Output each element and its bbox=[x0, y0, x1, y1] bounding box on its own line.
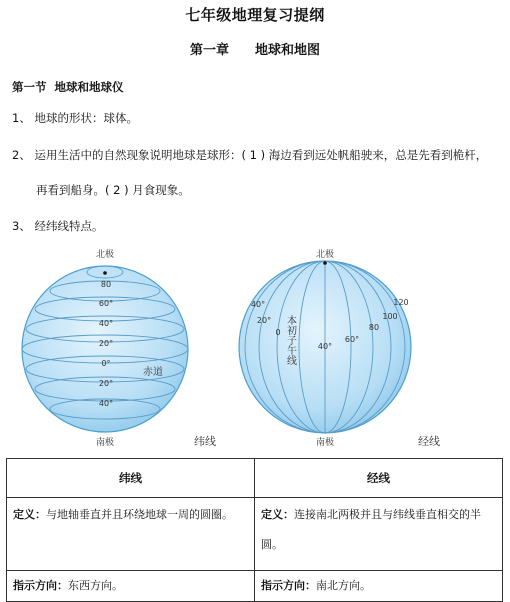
globe-figure-svg bbox=[0, 243, 510, 453]
lon-tick-7: 100 bbox=[382, 312, 398, 321]
lon-tick-8: 120 bbox=[393, 298, 409, 307]
parallel-direction-cell bbox=[7, 571, 255, 602]
point-2-line-1: 2、 运用生活中的自然现象说明地球是球形：( 1 ) 海边看到远处帆船驶来，总是先看到桅杆， bbox=[12, 148, 488, 162]
lat-tick-1: 80 bbox=[100, 280, 112, 289]
comparison-table bbox=[6, 458, 503, 602]
lat-tick-7: 40° bbox=[98, 399, 114, 408]
lon-tick-1: 40° bbox=[250, 300, 266, 309]
right-north-pole-dot bbox=[323, 261, 327, 265]
cell-label: 定义： bbox=[13, 508, 46, 521]
prime-meridian-label: 本初子午线 bbox=[284, 315, 296, 365]
lat-tick-3: 40° bbox=[98, 319, 114, 328]
north-pole-dot bbox=[103, 271, 107, 275]
document-title: 七年级地理复习提纲 bbox=[185, 6, 325, 24]
chapter-title: 第一章 地球和地图 bbox=[189, 43, 320, 58]
cell-text: 南北方向。 bbox=[316, 579, 371, 592]
longitude-globe bbox=[239, 248, 440, 448]
equator-label: 赤道 bbox=[143, 367, 163, 378]
lat-tick-4: 20° bbox=[98, 339, 114, 348]
lat-tick-2: 60° bbox=[98, 299, 114, 308]
right-north-pole-label: 北极 bbox=[315, 250, 335, 260]
latitude-globe bbox=[22, 248, 216, 448]
parallel-caption: 纬线 bbox=[194, 435, 216, 448]
table-row bbox=[7, 498, 503, 571]
point-1: 1、 地球的形状：球体。 bbox=[12, 111, 138, 125]
cell-text: 东西方向。 bbox=[68, 579, 123, 592]
meridian-direction-cell bbox=[255, 571, 503, 602]
meridian-definition-cell bbox=[255, 498, 503, 571]
table-row bbox=[7, 571, 503, 602]
lon-tick-5: 60° bbox=[344, 335, 360, 344]
lon-tick-3: 0 bbox=[275, 328, 281, 337]
cell-label: 定义： bbox=[261, 508, 294, 521]
lon-tick-2: 20° bbox=[256, 316, 272, 325]
lat-tick-6: 20° bbox=[98, 379, 114, 388]
table-header-row bbox=[7, 459, 503, 498]
cell-text: 与地轴垂直并且环绕地球一周的圆圈。 bbox=[46, 508, 233, 521]
right-south-pole-label: 南极 bbox=[315, 438, 335, 448]
globe-figure bbox=[0, 243, 510, 453]
section-title: 第一节 地球和地球仪 bbox=[12, 80, 124, 94]
header-meridian: 经线 bbox=[255, 459, 503, 498]
lat-tick-5: 0° bbox=[101, 359, 111, 368]
left-north-pole-label: 北极 bbox=[95, 250, 115, 260]
header-parallel: 纬线 bbox=[7, 459, 255, 498]
lon-tick-4: 40° bbox=[317, 342, 333, 351]
cell-label: 指示方向： bbox=[13, 579, 68, 592]
meridian-caption: 经线 bbox=[418, 435, 440, 448]
cell-label: 指示方向： bbox=[261, 579, 316, 592]
left-south-pole-label: 南极 bbox=[95, 438, 115, 448]
point-2-line-2: 再看到船身。( 2 ) 月食现象。 bbox=[36, 183, 190, 197]
lon-tick-6: 80 bbox=[368, 323, 380, 332]
cell-text: 连接南北两极并且与纬线垂直相交的半圆。 bbox=[261, 508, 481, 551]
parallel-definition-cell bbox=[7, 498, 255, 571]
point-3: 3、 经纬线特点。 bbox=[12, 219, 104, 233]
